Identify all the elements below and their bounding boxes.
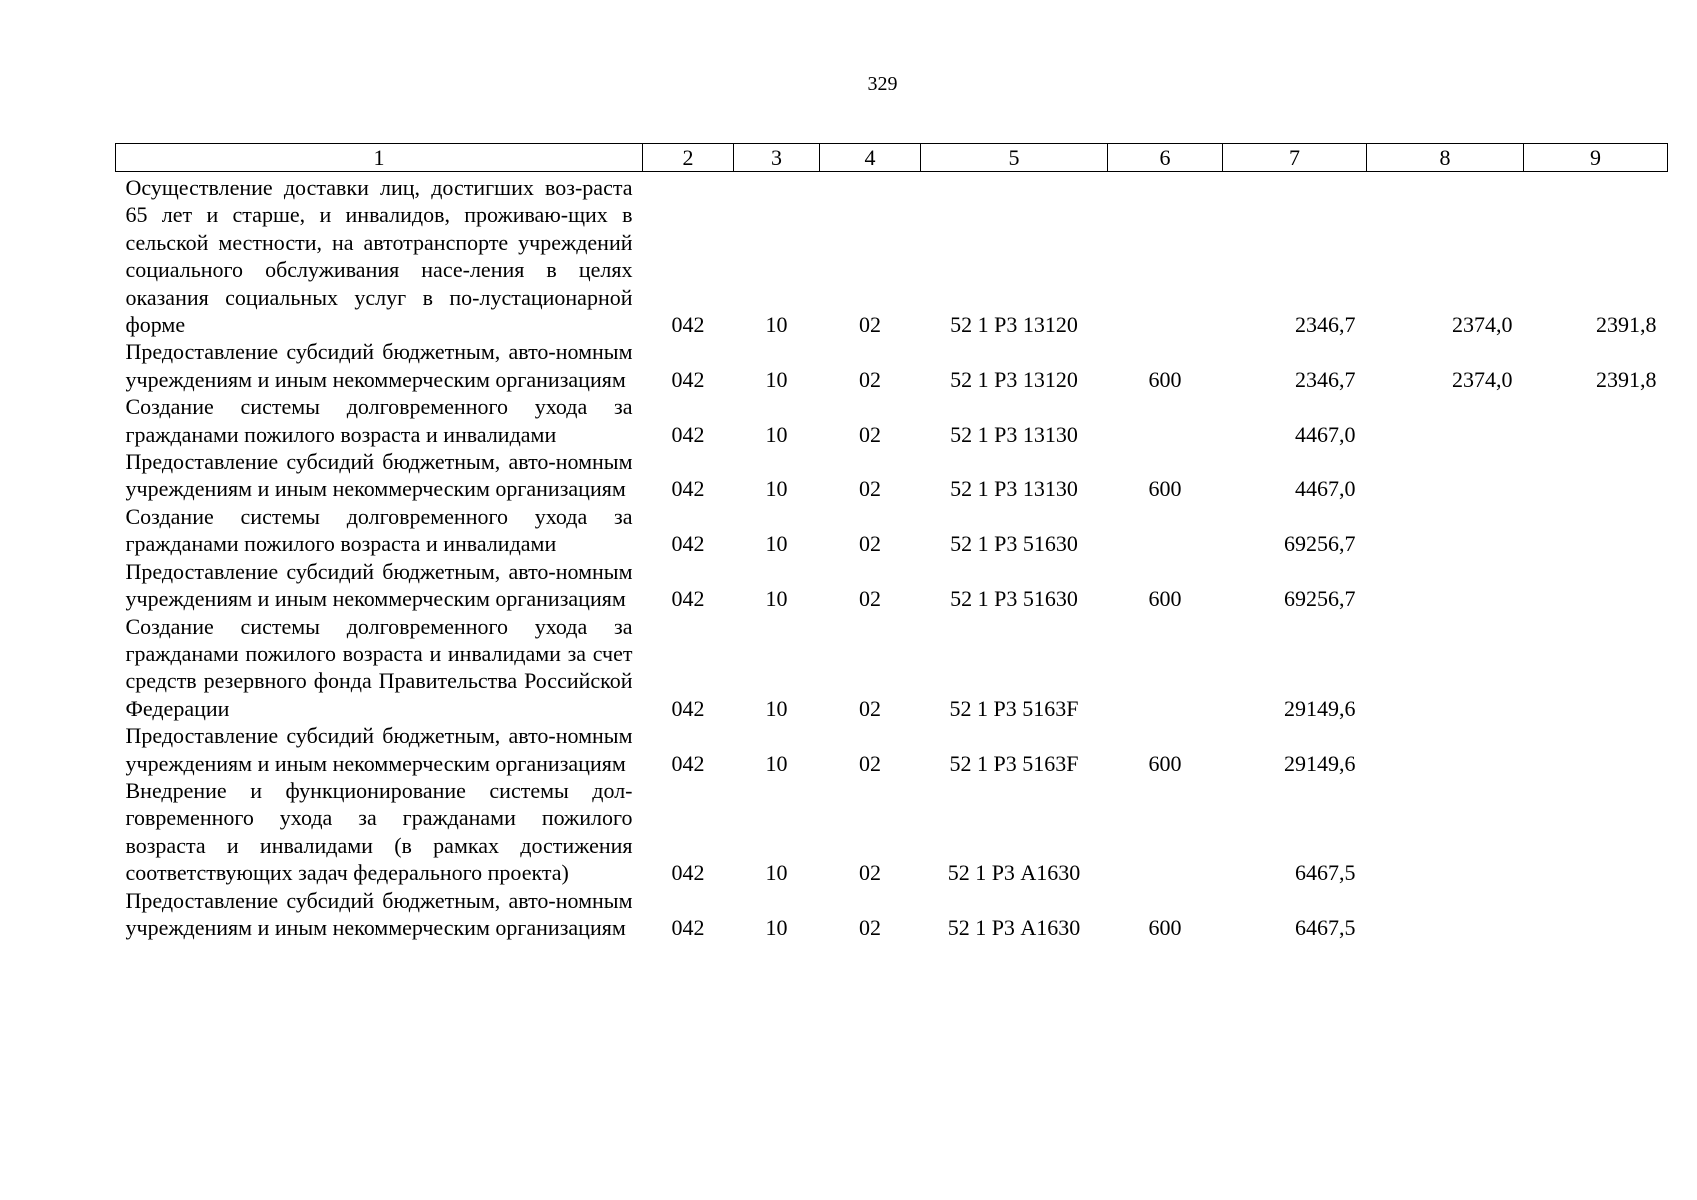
cell-amount-2: 2374,0 xyxy=(1452,366,1513,392)
cell-amount-3 xyxy=(1524,558,1668,613)
cell-expense-type xyxy=(1108,172,1223,339)
cell-amount-2 xyxy=(1367,777,1524,887)
cell-amount-2 xyxy=(1367,722,1524,777)
cell-target-article: 52 1 Р3 А1630 xyxy=(947,914,1081,940)
cell-amount-2 xyxy=(1367,887,1524,942)
cell-section: 10 xyxy=(765,914,788,940)
header-row xyxy=(116,144,1668,172)
cell-target-article: 52 1 Р3 5163F xyxy=(949,695,1079,721)
cell-amount-2 xyxy=(1367,503,1524,558)
cell-target-article: 52 1 Р3 13120 xyxy=(950,366,1078,392)
cell-expense-type xyxy=(1108,613,1223,723)
table-body xyxy=(116,172,1668,942)
cell-subsection: 02 xyxy=(859,421,881,447)
table-row xyxy=(116,722,1668,777)
cell-expense-type xyxy=(1108,777,1223,887)
cell-amount-3: 2391,8 xyxy=(1596,366,1657,392)
cell-amount-1: 29149,6 xyxy=(1284,750,1356,776)
cell-amount-2 xyxy=(1367,448,1524,503)
cell-subsection: 02 xyxy=(859,586,881,612)
row-description: Создание системы долговременного ухода за гражданами пожилого возраста и инвалидами xyxy=(125,394,633,447)
table-row xyxy=(116,777,1668,887)
column-header: 9 xyxy=(1524,144,1668,172)
cell-admin-code: 042 xyxy=(671,695,705,721)
cell-amount-3 xyxy=(1524,503,1668,558)
column-header: 7 xyxy=(1223,144,1367,172)
cell-expense-type: 600 xyxy=(1148,750,1182,776)
cell-admin-code: 042 xyxy=(671,914,705,940)
column-header: 8 xyxy=(1367,144,1524,172)
cell-amount-1: 2346,7 xyxy=(1295,312,1356,338)
cell-amount-1: 6467,5 xyxy=(1295,914,1356,940)
column-header: 6 xyxy=(1108,144,1223,172)
cell-target-article: 52 1 Р3 13130 xyxy=(950,421,1078,447)
table-row xyxy=(116,172,1668,339)
cell-amount-1: 6467,5 xyxy=(1295,860,1356,886)
cell-amount-1: 69256,7 xyxy=(1284,586,1356,612)
column-header: 5 xyxy=(921,144,1108,172)
cell-amount-3: 2391,8 xyxy=(1596,312,1657,338)
cell-admin-code: 042 xyxy=(671,750,705,776)
row-description: Осуществление доставки лиц, достигших воз-раста 65 лет и старше, и инвалидов, проживаю-щих в сельской местности, на автотранспорте учреждений социального обслуживания насе-ления в целях оказания социальных услуг в по-лустационарной форме xyxy=(125,175,633,338)
page-number: 329 xyxy=(867,73,898,95)
row-description: Внедрение и функционирование системы дол-говременного ухода за гражданами пожилого возраста и инвалидами (в рамках достижения соответствующих задач федерального проекта) xyxy=(125,777,633,886)
table-row xyxy=(116,558,1668,613)
cell-subsection: 02 xyxy=(859,366,881,392)
cell-target-article: 52 1 Р3 51630 xyxy=(950,586,1078,612)
cell-amount-3 xyxy=(1524,777,1668,887)
cell-expense-type xyxy=(1108,503,1223,558)
cell-admin-code: 042 xyxy=(671,476,705,502)
table-row xyxy=(116,887,1668,942)
row-description: Создание системы долговременного ухода за гражданами пожилого возраста и инвалидами за счет средств резервного фонда Правительства Российской Федерации xyxy=(125,613,633,721)
cell-amount-1: 69256,7 xyxy=(1284,531,1356,557)
cell-amount-1: 4467,0 xyxy=(1295,421,1356,447)
table-row xyxy=(116,613,1668,723)
column-header: 4 xyxy=(820,144,921,172)
table-row xyxy=(116,503,1668,558)
cell-subsection: 02 xyxy=(859,914,881,940)
cell-expense-type: 600 xyxy=(1148,366,1182,392)
table-row xyxy=(116,393,1668,448)
cell-admin-code: 042 xyxy=(671,531,705,557)
row-description: Предоставление субсидий бюджетным, авто-номным учреждениям и иным некоммерческим организациям xyxy=(125,449,633,502)
column-header: 3 xyxy=(734,144,820,172)
cell-section: 10 xyxy=(765,750,788,776)
cell-expense-type: 600 xyxy=(1148,476,1182,502)
cell-section: 10 xyxy=(765,421,788,447)
cell-admin-code: 042 xyxy=(671,312,705,338)
cell-subsection: 02 xyxy=(859,476,881,502)
cell-target-article: 52 1 Р3 13120 xyxy=(950,312,1078,338)
cell-amount-1: 29149,6 xyxy=(1284,695,1356,721)
cell-section: 10 xyxy=(765,586,788,612)
row-description: Предоставление субсидий бюджетным, авто-номным учреждениям и иным некоммерческим организациям xyxy=(125,558,633,612)
cell-amount-2 xyxy=(1367,613,1524,723)
table-row xyxy=(116,448,1668,503)
cell-section: 10 xyxy=(765,860,788,886)
cell-admin-code: 042 xyxy=(671,860,705,886)
budget-table xyxy=(115,143,1668,941)
cell-target-article: 52 1 Р3 5163F xyxy=(949,750,1079,776)
cell-subsection: 02 xyxy=(859,312,881,338)
cell-amount-3 xyxy=(1524,448,1668,503)
cell-target-article: 52 1 Р3 51630 xyxy=(950,531,1078,557)
cell-amount-2 xyxy=(1367,558,1524,613)
cell-subsection: 02 xyxy=(859,531,881,557)
cell-amount-1: 4467,0 xyxy=(1295,476,1356,502)
cell-amount-3 xyxy=(1524,722,1668,777)
cell-amount-3 xyxy=(1524,887,1668,942)
cell-expense-type: 600 xyxy=(1148,914,1182,940)
cell-expense-type xyxy=(1108,393,1223,448)
cell-subsection: 02 xyxy=(859,860,881,886)
cell-amount-3 xyxy=(1524,393,1668,448)
cell-section: 10 xyxy=(765,695,788,721)
row-description: Предоставление субсидий бюджетным, авто-номным учреждениям и иным некоммерческим организациям xyxy=(125,723,633,776)
cell-subsection: 02 xyxy=(859,695,881,721)
cell-subsection: 02 xyxy=(859,750,881,776)
cell-amount-3 xyxy=(1524,613,1668,723)
cell-target-article: 52 1 Р3 А1630 xyxy=(947,860,1081,886)
cell-amount-2: 2374,0 xyxy=(1452,312,1513,338)
row-description: Предоставление субсидий бюджетным, авто-номным учреждениям и иным некоммерческим организациям xyxy=(125,887,633,940)
cell-admin-code: 042 xyxy=(671,421,705,447)
cell-target-article: 52 1 Р3 13130 xyxy=(950,476,1078,502)
cell-section: 10 xyxy=(765,531,788,557)
row-description: Создание системы долговременного ухода за гражданами пожилого возраста и инвалидами xyxy=(125,503,633,557)
cell-amount-1: 2346,7 xyxy=(1295,366,1356,392)
row-description: Предоставление субсидий бюджетным, авто-номным учреждениям и иным некоммерческим организациям xyxy=(125,339,633,392)
cell-section: 10 xyxy=(765,312,788,338)
cell-expense-type: 600 xyxy=(1148,586,1182,612)
cell-admin-code: 042 xyxy=(671,366,705,392)
column-header: 2 xyxy=(643,144,734,172)
cell-section: 10 xyxy=(765,366,788,392)
cell-amount-2 xyxy=(1367,393,1524,448)
cell-section: 10 xyxy=(765,476,788,502)
table-row xyxy=(116,338,1668,393)
cell-admin-code: 042 xyxy=(671,586,705,612)
column-header: 1 xyxy=(116,144,643,172)
